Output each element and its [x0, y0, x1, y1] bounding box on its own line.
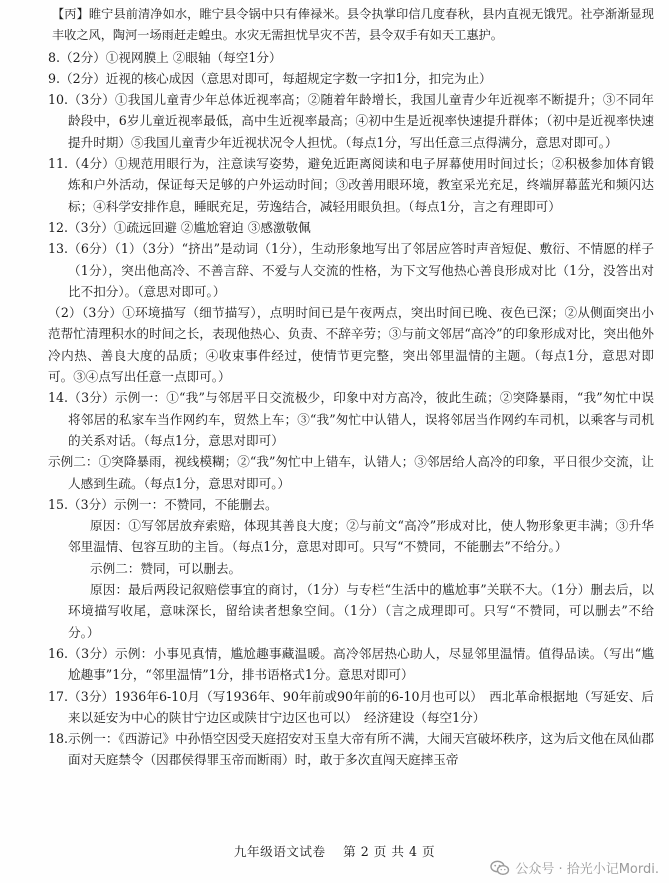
answer-paragraph: 14.（3分）示例一：①“我”与邻居平日交流极少，印象中对方高冷，彼此生疏；②突降暴雨，“我”匆忙中误将邻居的私家车当作网约车，贸然上车；③“我”匆忙中认错人，误将邻居当作网约车司机，以乘客与司机的关系对话。（每点1分，意思对即可） [48, 390, 654, 448]
answer-paragraph: 12.（3分）①疏远回避 ②尴尬窘迫 ③感激敬佩 [48, 219, 311, 235]
answer-paragraph: 8.（2分）①视网膜上 ②眼轴（每空1分） [48, 49, 282, 65]
answer-paragraph: 11.（4分）①规范用眼行为，注意读写姿势，避免近距离阅读和电子屏幕使用时间过长；②积极参加体育锻炼和户外活动，保证每天足够的户外运动时间；③改善用眼环境，教室采光充足，终端屏幕蓝光和频闪达标；④科学安排作息，睡眠充足，劳逸结合，减轻用眼负担。（每点1分，言之有理即可） [48, 156, 654, 214]
answer-paragraph: 9.（2分）近视的核心成因（意思对即可，每超规定字数一字扣1分，扣完为止） [48, 70, 492, 86]
answer-paragraph: 17.（3分）1936年6-10月（写1936年、90年前或90年前的6-10月也可以） 西北革命根据地（写延安、后来以延安为中心的陕甘宁边区或陕甘宁边区也可以） 经济建设（每空1分） [48, 688, 654, 725]
answer-paragraph: 示例二：①突降暴雨，视线模糊；②“我”匆忙中上错车，认错人；③邻居给人高冷的印象，平日很少交流，让人感到生疏。（每点1分，意思对即可。） [48, 454, 654, 491]
answer-paragraph: （2）（3分）①环境描写（细节描写），点明时间已是午夜两点，突出时间已晚、夜色已深；②从侧面突出小范帮忙清理积水的时间之长，表现他热心、负责、不辞辛劳；③与前文邻居“高冷”的印象形成对比，突出他外冷内热、善良大度的品质；④收束事件经过，使情节更完整，突出邻里温情的主题。（每点1分，意思对即可。③④点写出任意一点即可。） [48, 305, 654, 385]
answer-paragraph: 16.（3分）示例：小事见真情，尴尬趣事藏温暖。高冷邻居热心助人，尽显邻里温情。值得品读。（写出“尴尬趣事”1分，“邻里温情”1分，排书语格式1分。意思对即可） [48, 645, 654, 683]
poem-fragment: 【丙】睢宁县前清净如水，睢宁县令锅中只有俸禄米。县令执掌印信几度春秋，县内直视无饿咒。社亭渐渐显现丰收之风，陶河一场雨赶走蝗虫。水灾无需担忧旱灾不苦，县令双手有如天工惠护。 [52, 7, 654, 43]
answer-list [48, 47, 654, 771]
watermark [490, 858, 659, 877]
answer-paragraph: 原因：最后两段记叙赔偿事宜的商讨，（1分）与专栏“生活中的尴尬事”关联不大。（1分）删去后，以环境描写收尾，意味深长，留给读者想象空间。（1分）（言之成理即可。只写“不赞同，可以删去”不给分。） [68, 582, 654, 640]
wechat-icon [490, 860, 510, 876]
watermark-label: 公众号 · 拾光小记Mordi. [515, 862, 659, 877]
answer-paragraph: 示例二：赞同，可以删去。 [90, 560, 242, 576]
answer-paragraph: 10.（3分）①我国儿童青少年总体近视率高；②随着年龄增长，我国儿童青少年近视率不断提升；③不同年龄段中，6岁儿童近视率最低，高中生近视率最高；④初中生是近视率快速提升群体；（初中是近视率快速提升时期）⑤我国儿童青少年近视状况令人担忧。（每点1分，写出任意三点得满分，意思对即可。） [48, 92, 654, 150]
answer-paragraph: 13.（6分）（1）（3分）“挤出”是动词（1分），生动形象地写出了邻居应答时声音短促、敷衍、不情愿的样子（1分），突出他高冷、不善言辞、不爱与人交流的性格，为下文写他热心善良形成对比（1分，没答出对比不扣分）。（意思对即可。） [48, 241, 654, 299]
answer-paragraph: 原因：①写邻居放弃索赔，体现其善良大度；②与前文“高冷”形成对比，使人物形象更丰满；③升华邻里温情、包容互助的主旨。（每点1分，意思对即可。只写“不赞同，不能删去”不给分。） [68, 518, 654, 555]
answer-paragraph: 18.示例一：《西游记》中孙悟空因受天庭招安对玉皇大帝有所不满，大闹天宫破坏秩序，这为后文他在凤仙郡面对天庭禁令（因郡侯得罪玉帝而断雨）时，敢于多次直闯天庭摔玉帝 [48, 731, 654, 768]
answer-paragraph: 15.（3分）示例一：不赞同，不能删去。 [48, 496, 278, 512]
page-content [48, 4, 654, 771]
page-footer: 九年级语文试卷 第 2 页 共 4 页 [233, 844, 436, 859]
